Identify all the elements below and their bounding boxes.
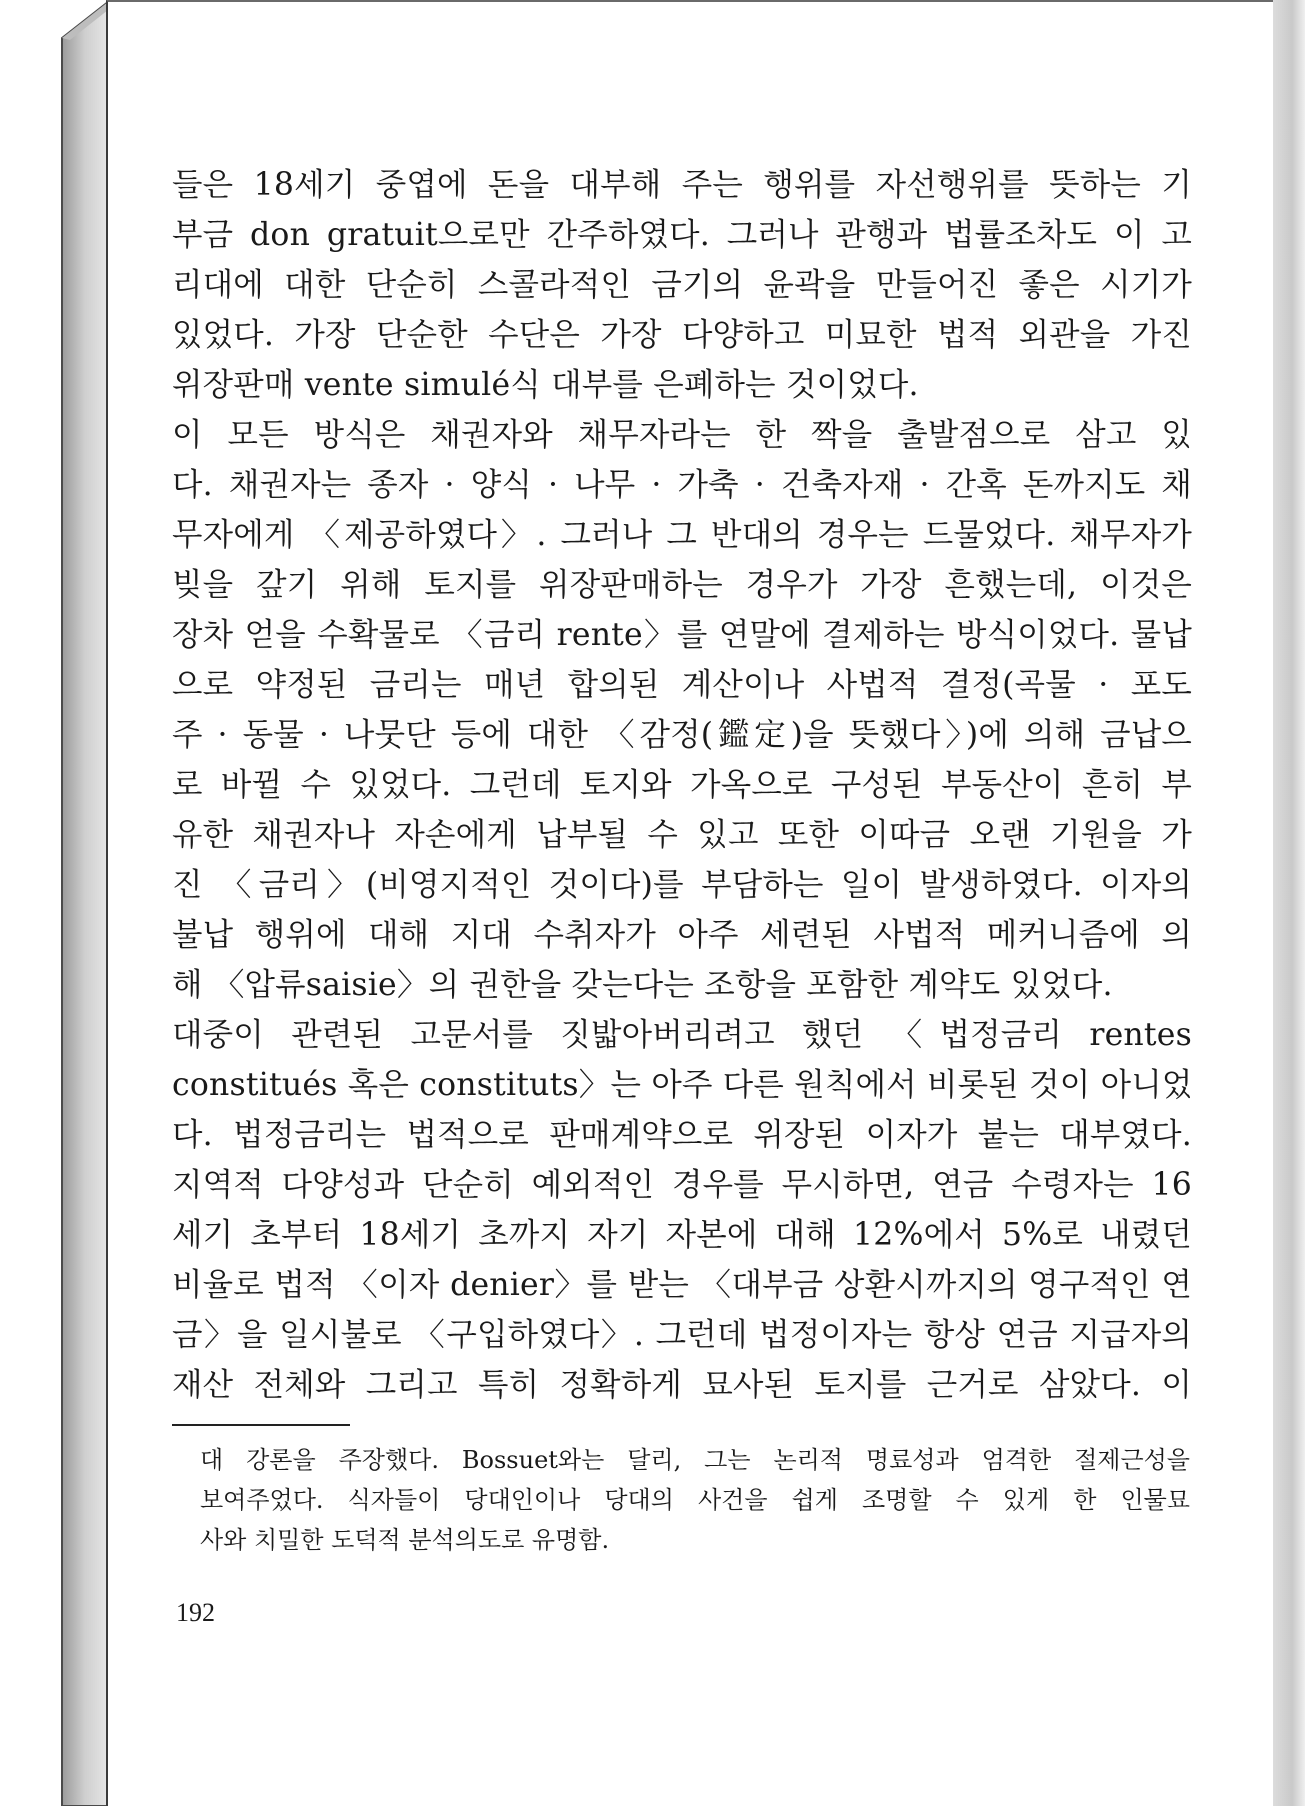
body-line: 다. 법정금리는 법적으로 판매계약으로 위장된 이자가 붙는 대부였다. [172, 1117, 1192, 1153]
body-line: 위장판매 vente simulé식 대부를 은폐하는 것이었다. [172, 367, 919, 403]
body-line: 비율로 법적 〈이자 denier〉를 받는 〈대부금 상환시까지의 영구적인 연 [172, 1267, 1192, 1303]
book-spine [0, 0, 110, 1806]
body-line: 대중이 관련된 고문서를 짓밟아버리려고 했던 〈법정금리 rentes [172, 1017, 1192, 1053]
body-line: 리대에 대한 단순히 스콜라적인 금기의 윤곽을 만들어진 좋은 시기가 [172, 267, 1192, 303]
footnote-line: 대 강론을 주장했다. Bossuet와는 달리, 그는 논리적 명료성과 엄격한 절제근성을 [200, 1446, 1190, 1474]
body-line: 무자에게 〈제공하였다〉. 그러나 그 반대의 경우는 드물었다. 채무자가 [172, 517, 1192, 553]
footnote-line: 사와 치밀한 도덕적 분석의도로 유명함. [200, 1526, 610, 1554]
body-line: 빚을 갚기 위해 토지를 위장판매하는 경우가 가장 흔했는데, 이것은 [172, 567, 1192, 603]
body-line: 재산 전체와 그리고 특히 정확하게 묘사된 토지를 근거로 삼았다. 이 [172, 1367, 1192, 1403]
body-line: 금〉을 일시불로 〈구입하였다〉. 그런데 법정이자는 항상 연금 지급자의 [172, 1317, 1192, 1353]
body-line: 해 〈압류saisie〉의 권한을 갖는다는 조항을 포함한 계약도 있었다. [172, 967, 1113, 1003]
footnote-divider [172, 1424, 350, 1426]
body-line: 세기 초부터 18세기 초까지 자기 자본에 대해 12%에서 5%로 내렸던 [172, 1217, 1192, 1253]
body-line: 들은 18세기 중엽에 돈을 대부해 주는 행위를 자선행위를 뜻하는 기 [172, 167, 1192, 203]
body-line: 부금 don gratuit으로만 간주하였다. 그러나 관행과 법률조차도 이 고 [172, 217, 1192, 253]
body-line: 다. 채권자는 종자 · 양식 · 나무 · 가축 · 건축자재 · 간혹 돈까지도 채 [172, 467, 1192, 503]
footnote-text [200, 1440, 1190, 1560]
body-line: 유한 채권자나 자손에게 납부될 수 있고 또한 이따금 오랜 기원을 가 [172, 817, 1192, 853]
body-line: 장차 얻을 수확물로 〈금리 rente〉를 연말에 결제하는 방식이었다. 물납 [172, 617, 1192, 653]
body-line: 지역적 다양성과 단순히 예외적인 경우를 무시하면, 연금 수령자는 16 [172, 1167, 1192, 1203]
body-line: 이 모든 방식은 채권자와 채무자라는 한 짝을 출발점으로 삼고 있 [172, 417, 1192, 453]
body-line: constitués 혹은 constituts〉는 아주 다른 원칙에서 비롯된 것이 아니었 [172, 1067, 1193, 1103]
footnote-line: 보여주었다. 식자들이 당대인이나 당대의 사건을 쉽게 조명할 수 있게 한 인물묘 [200, 1486, 1190, 1514]
body-line: 불납 행위에 대해 지대 수취자가 아주 세련된 사법적 메커니즘에 의 [172, 917, 1192, 953]
body-line: 로 바뀔 수 있었다. 그런데 토지와 가옥으로 구성된 부동산이 흔히 부 [172, 767, 1192, 803]
body-line: 있었다. 가장 단순한 수단은 가장 다양하고 미묘한 법적 외관을 가진 [172, 317, 1192, 353]
body-text [172, 160, 1192, 1410]
body-line: 으로 약정된 금리는 매년 합의된 계산이나 사법적 결정(곡물 · 포도 [172, 667, 1192, 703]
page-number: 192 [176, 1598, 215, 1627]
page-right-edge [1273, 0, 1305, 1806]
body-line: 진 〈금리〉(비영지적인 것이다)를 부담하는 일이 발생하였다. 이자의 [172, 867, 1192, 903]
body-line: 주 · 동물 · 나뭇단 등에 대한 〈감정(鑑定)을 뜻했다〉)에 의해 금납으 [172, 717, 1192, 753]
